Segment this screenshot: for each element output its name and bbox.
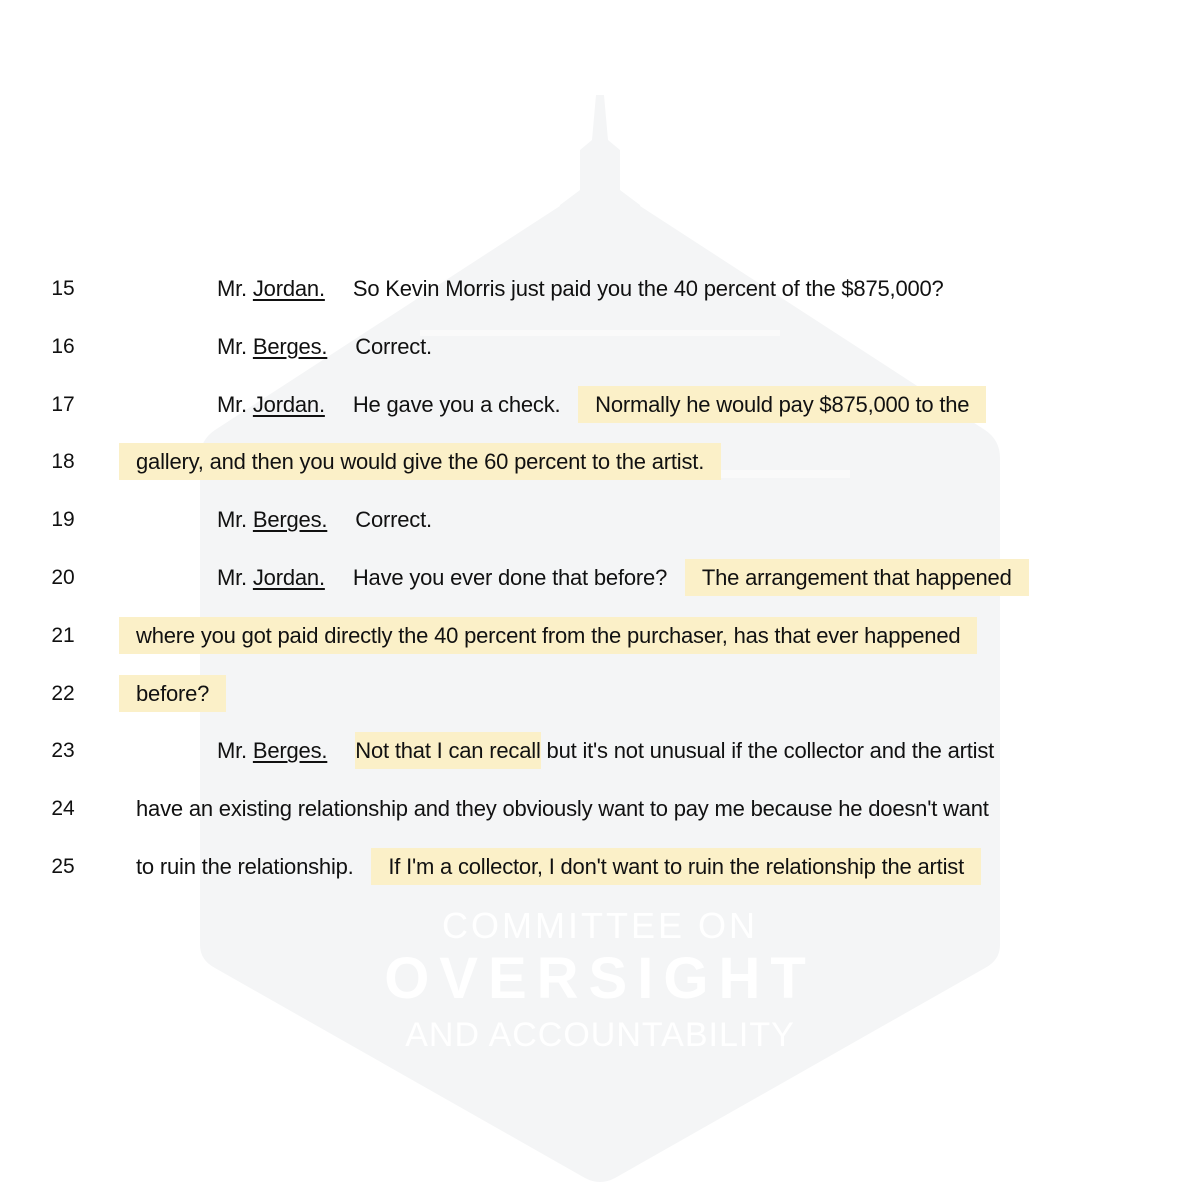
speaker-name: Berges. — [252, 507, 328, 533]
line-number: 17 — [51, 392, 75, 416]
transcript-line — [0, 332, 1200, 362]
transcript-line — [0, 852, 1200, 882]
line-text — [136, 736, 994, 766]
speaker-name: Jordan. — [252, 391, 325, 417]
highlighted-text: The arrangement that happened — [685, 559, 1029, 596]
line-text — [136, 274, 944, 304]
line-text — [136, 794, 989, 824]
speaker-name: Berges. — [252, 333, 328, 359]
line-text — [136, 852, 981, 882]
speaker-name: Jordan. — [252, 565, 325, 590]
line-text — [136, 563, 1029, 593]
text-segment: Have you ever done that before? — [352, 565, 685, 590]
transcript-line — [0, 621, 1200, 651]
transcript-line — [0, 274, 1200, 304]
speaker-name: Jordan. — [252, 276, 325, 301]
transcript-line — [0, 505, 1200, 535]
text-segment: to ruin the relationship. — [136, 854, 372, 879]
highlighted-text: If I'm a collector, I don't want to ruin the relationship the artist — [371, 848, 981, 885]
transcript-line — [0, 794, 1200, 824]
watermark-line1: COMMITTEE ON — [442, 905, 758, 946]
transcript-line — [0, 447, 1200, 477]
line-text — [136, 390, 986, 420]
line-text — [136, 332, 432, 362]
line-number: 25 — [51, 855, 75, 878]
line-text — [136, 447, 721, 477]
watermark-line3: AND ACCOUNTABILITY — [405, 1016, 795, 1054]
line-number: 22 — [51, 681, 75, 705]
transcript-line — [0, 563, 1200, 593]
text-segment: Mr. — [217, 507, 253, 533]
text-segment: Mr. — [217, 565, 253, 590]
text-segment: Mr. — [217, 333, 253, 359]
line-text — [136, 505, 432, 535]
line-number: 23 — [51, 739, 75, 763]
line-number: 24 — [51, 797, 75, 821]
highlighted-text: Not that I can recall — [355, 732, 540, 769]
text-segment: Mr. — [217, 391, 253, 417]
highlighted-text: before? — [119, 675, 226, 712]
line-number: 21 — [51, 623, 75, 647]
transcript-line — [0, 390, 1200, 420]
line-number: 19 — [51, 508, 75, 532]
line-number: 16 — [51, 334, 75, 358]
text-segment: but it's not unusual if the collector and the artist — [540, 738, 995, 764]
line-text — [136, 679, 226, 709]
text-segment: Correct. — [355, 333, 432, 359]
watermark-line2: OVERSIGHT — [384, 946, 816, 1011]
line-number: 20 — [51, 566, 75, 589]
transcript-line — [0, 736, 1200, 766]
text-segment: He gave you a check. — [352, 391, 579, 417]
speaker-name: Berges. — [252, 738, 328, 764]
highlighted-text: gallery, and then you would give the 60 percent to the artist. — [119, 443, 721, 480]
highlighted-text: Normally he would pay $875,000 to the — [578, 386, 986, 423]
line-text — [136, 621, 977, 651]
line-number: 15 — [51, 277, 75, 300]
text-segment: Mr. — [217, 276, 253, 301]
line-number: 18 — [51, 450, 75, 474]
highlighted-text: where you got paid directly the 40 percent from the purchaser, has that ever happened — [119, 617, 977, 654]
text-segment: So Kevin Morris just paid you the 40 percent of the $875,000? — [352, 276, 944, 301]
text-segment: Correct. — [355, 507, 432, 533]
text-segment: Mr. — [217, 738, 253, 764]
text-segment: have an existing relationship and they obviously want to pay me because he doesn't want — [136, 796, 989, 822]
transcript-line — [0, 679, 1200, 709]
